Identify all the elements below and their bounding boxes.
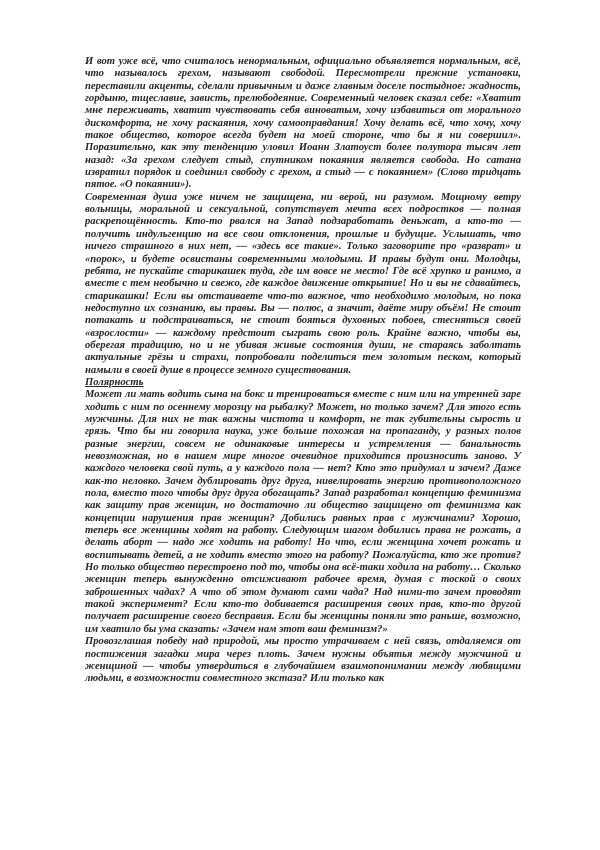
paragraph-sin-and-freedom: И вот уже всё, что считалось ненормальным, официально объявляется нормальным, всё, что называлось грехом, называют свободой. Пересмотрели прежние установки, переставили акценты, сделали привычным и даже главным доселе постыдное: жадность, гордыню, тщеславие, зависть, прелюбодеяние. Современный человек сказал себе: «Хватит мне переживать, хватит чувствовать себя виноватым, хочу избавиться от морального дискомфорта, не хочу раскаяния, хочу самооправдания! Хочу делать всё, что хочу, хочу такое общество, которое всегда будет на моей стороне, что бы я ни совершил». Поразительно, как эту тенденцию уловил Иоанн Златоуст более полутора тысяч лет назад: «За грехом следует стыд, спутником покаяния является свобода. Но сатана извратил порядок и соединил свободу с грехом, а стыд — с покаянием» (Слово тридцать пятое. «О покаянии»). xyxy=(85,56,521,191)
document-page xyxy=(85,56,521,686)
paragraph-feminism: Может ли мать водить сына на бокс и тренироваться вместе с ним или на утренней заре ходить с ним по осеннему морозцу на рыбалку? Может, но только зачем? Для этого есть мужчины. Для них не так важны чистота и комфорт, не так губительны сырость и грязь. Что бы ни говорила наука, уже больше похожая на пропаганду, у разных полов разные энергии, совсем не одинаковые интересы и устремления — банальность невозможная, но в нашем мире многое очевидное приходится произносить заново. У каждого человека свой путь, а у каждого пола — нет? Кто это придумал и зачем? Даже как-то неловко. Зачем дублировать друг друга, нивелировать энергию противоположного пола, вместо того чтобы друг друга обогащать? Запад разработал концепцию феминизма как защиту прав женщин, но достаточно ли общество защищено от феминизма как концепции нарушения прав женщин? Добились равных прав с мужчинами? Хорошо, теперь все женщины ходят на работу. Следующим шагом добились права не рожать, а делать аборт — надо же ходить на работу! Но что, если женщина хочет рожать и воспитывать детей, а не ходить вместо этого на работу? Пожалуйста, кто же против? Но только общество перестроено под то, чтобы она всё-таки ходила на работу… Сколько женщин теперь вынужденно отсиживают рабочее время, думая с тоской о своих заброшенных чадах? А что об этом думают сами чада? Над ними-то зачем проводят такой эксперимент? Если кто-то добивается расширения своих прав, кто-то другой получает расширение своего бесправия. Если бы женщины поняли это раньше, возможно, им хватило бы ума сказать: «Зачем нам этот ваш феминизм?» xyxy=(85,389,521,635)
section-heading-polarity: Полярность xyxy=(85,376,144,388)
paragraph-nature: Провозглашая победу над природой, мы просто утрачиваем с ней связь, отдаляемся от постижения загадки мира через плоть. Зачем нужны объятья между мужчиной и женщиной — чтобы утвердиться в глубочайшем взаимопонимании между любящими людьми, в возможности совместного экстаза? Или только как xyxy=(85,636,521,685)
paragraph-modern-soul: Современная душа уже ничем не защищена, ни верой, ни разумом. Мощному ветру вольницы, моральной и сексуальной, сопутствует мечта всех подростков — полная раскрепощённость. Кто-то рвался на Запад подзаработать деньжат, а кто-то — получить индульгенцию на все свои отклонения, прошлые и будущие. Услышать, что ничего страшного в них нет, — «здесь все такие». Только заговорите про «разврат» и «порок», и будете освистаны современными молодыми. И правы будут они. Молодцы, ребята, не пускайте старикашек туда, где им вовсе не место! Где всё хрупко и ранимо, а вместе с тем необычно и свежо, где каждое движение открытие! Но и вы не сдавайтесь, старикашки! Если вы отстаиваете что-то важное, что необходимо молодым, но пока недоступно их сознанию, вы правы. Вы — полюс, а значит, даёте миру объём! Не стоит потакать и подстраиваться, не стоит бояться духовных побоев, стесняться своей «взрослости» — каждому предстоит сыграть свою роль. Крайне важно, чтобы вы, оберегая традицию, но и не убивая живые состояния души, не стараясь заболтать актуальные грёзы и страхи, попробовали поделиться тем золотым песком, который намыли в своей душе в процессе земного существования. xyxy=(85,191,521,376)
